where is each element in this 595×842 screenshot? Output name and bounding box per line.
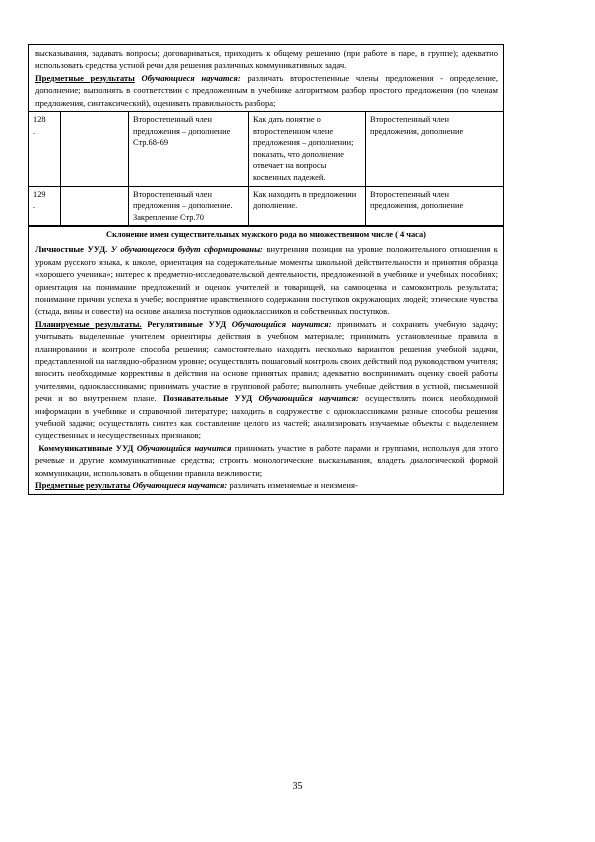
date-cell: [61, 186, 129, 226]
communicative-paragraph: [35, 442, 498, 479]
subject-results-lead-2: Обучающиеся научатся:: [132, 480, 228, 491]
communicative-text: принимать участие в работе парами и группами, используя для этого речевые и другие коммуникативные средства; строить монологические высказывания, владеть диалогической формой коммуникации, использовать в общении правила вежливости;: [35, 442, 498, 478]
table-row: [29, 112, 504, 187]
lesson-number-cell: [29, 112, 61, 187]
personal-lead: У обучающегося будут сформированы:: [110, 244, 263, 255]
communicative-label: Коммуникативные УУД: [38, 442, 134, 453]
cognitive-lead: Обучающийся научится:: [258, 393, 359, 404]
subject-results-paragraph: [35, 72, 498, 109]
cognitive-text: осуществлять поиск необходимой информации в учебнике и справочной литературе; находить в содружестве с одноклассниками разные способы решения учебной задачи; осуществлять синтез как составление целого из частей; анализировать изучаемые объекты с выделением существенных и несущественных признаков;: [35, 393, 499, 441]
subject-results-text: различать второстепенные члены предложения - определение, дополнение; выполнять в соответствии с предложенным в учебнике алгоритмом разбор простого предложения (по членам предложения, синтаксический), оценивать правильность разбора;: [35, 72, 498, 108]
personal-paragraph: [35, 243, 498, 317]
planned-paragraph: [35, 318, 498, 442]
planned-label: Планируемые результаты.: [35, 318, 142, 329]
lesson-number: 128: [33, 115, 46, 125]
bottom-text-block: [29, 241, 503, 493]
subject-results-label-2: Предметные результаты: [35, 480, 131, 491]
lesson-topic: Второстепенный член предложения – дополнение Стр.68-69: [129, 112, 249, 187]
lessons-table: [28, 111, 504, 226]
lesson-problem: Как дать понятие о второстепенном члене предложения – дополнении; показать, что дополнение отвечает на вопросы косвенных падежей.: [249, 112, 366, 187]
lesson-problem: Как находить в предложении дополнение.: [249, 186, 366, 226]
lesson-number-dot: .: [33, 201, 36, 211]
date-cell: [61, 112, 129, 187]
page-number: 35: [292, 781, 303, 792]
comm-continuation: высказывания, задавать вопросы; договариваться, приходить к общему решению (при работе в паре, в группе); адекватно использовать средства устной речи для решения различных коммуникативных задач.: [35, 48, 498, 71]
personal-text: внутренняя позиция на уровне положительного отношения к урокам русского языка, к школе, ориентация на содержательные моменты школьной действительности и принятия образца «хорошего ученика»; интерес к предметно-исследовательской деятельности, предложенной в учебнике и учебных пособиях; ориентация на понимание предложений и оценок учителей и товарищей, на самооценка и самоконтроль результата; понимание причин успеха в учебе; восприятие нравственного содержания поступков окружающих людей; этические чувства (стыда, вины и совести) на основе анализа поступков одноклассников и собственных поступков.: [35, 244, 498, 317]
lesson-number-cell: [29, 186, 61, 226]
cognitive-label: Познавательные УУД: [162, 393, 253, 404]
regulative-lead: Обучающийся научится:: [231, 318, 332, 329]
regulative-text: принимать и сохранять учебную задачу; учитывать выделенные учителем ориентиры действия в учебном материале; принимать установленные правила в планировании и контроле способа решения; самостоятельно находить несколько вариантов решения учебной задачи, представленной на наглядно-образном уровне; осуществлять пошаговый контроль своих действий под руководством учителя; вносить необходимые коррективы в действия на основе принятых правил; адекватно воспринимать оценку своей работы учителями, одноклассниками; принимать участие в групповой работе; выполнять учебные действия в устной, письменной речи и во внутреннем плане.: [35, 318, 498, 404]
subject-results-text-2: различать изменяемые и неизменя-: [227, 480, 358, 491]
subject-results-lead: Обучающиеся научатся:: [141, 72, 241, 83]
top-text-block: [29, 45, 503, 111]
lesson-concepts: Второстепенный член предложения, дополнение: [366, 186, 504, 226]
subject-results-paragraph-2: [35, 479, 498, 491]
lesson-topic: Второстепенный член предложения – дополнение. Закрепление Стр.70: [129, 186, 249, 226]
lesson-number-dot: .: [33, 126, 36, 136]
regulative-label: Регулятивные УУД: [147, 318, 227, 329]
communicative-lead: Обучающийся научится: [136, 442, 232, 453]
lesson-concepts: Второстепенный член предложения, дополнение: [366, 112, 504, 187]
table-row: [29, 186, 504, 226]
subject-results-label: Предметные результаты: [35, 72, 135, 83]
section-title: Склонение имен существительных мужского рода во множественном числе ( 4 часа): [29, 226, 503, 241]
lesson-number: 129: [33, 189, 46, 199]
content-frame: [28, 44, 504, 495]
personal-label: Личностные УУД.: [35, 244, 108, 255]
